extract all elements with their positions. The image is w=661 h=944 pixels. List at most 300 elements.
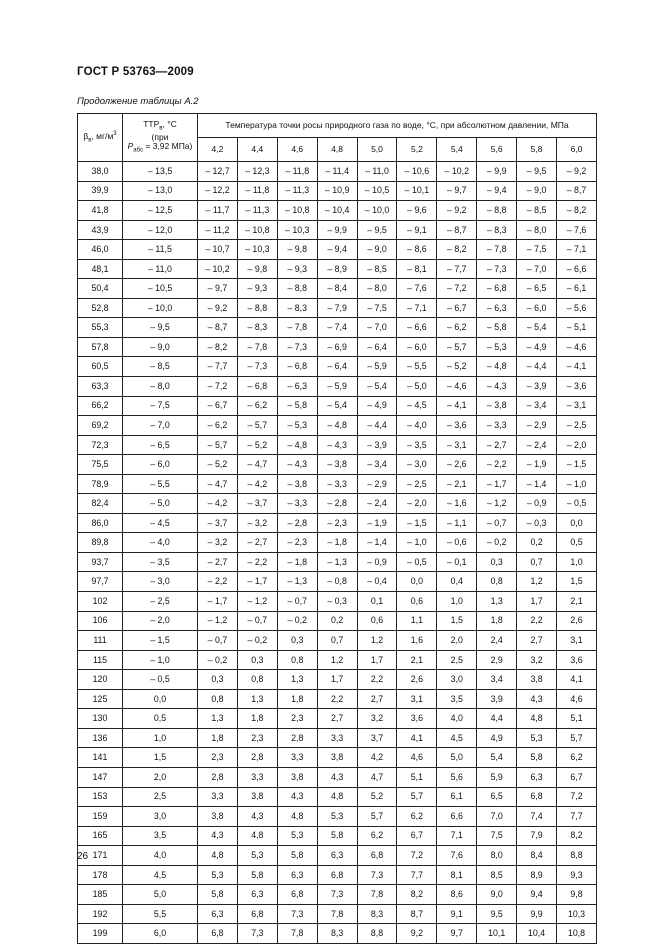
dew-point-cell: – 5,3 (477, 337, 517, 357)
beta-cell: 43,9 (78, 220, 123, 240)
dew-point-cell: 5,8 (277, 846, 317, 866)
dew-point-cell: – 8,4 (317, 279, 357, 299)
dew-point-cell: – 0,9 (517, 494, 557, 514)
ttp-cell: – 7,5 (123, 396, 198, 416)
dew-point-cell: – 0,3 (517, 513, 557, 533)
dew-point-cell: – 9,0 (517, 181, 557, 201)
dew-point-cell: 1,7 (357, 650, 397, 670)
dew-point-cell: 9,9 (517, 904, 557, 924)
ttp-pressure-subscript: абс (133, 148, 144, 155)
dew-point-cell: – 10,9 (317, 181, 357, 201)
table-row (78, 572, 597, 592)
dew-point-cell: 5,3 (198, 865, 238, 885)
dew-point-cell: 3,3 (317, 728, 357, 748)
dew-point-cell: – 5,2 (437, 357, 477, 377)
dew-point-cell: – 3,4 (357, 455, 397, 475)
dew-point-cell: – 4,8 (277, 435, 317, 455)
dew-point-cell: 8,1 (437, 865, 477, 885)
dew-point-cell: – 6,4 (357, 337, 397, 357)
dew-point-cell: – 0,8 (317, 572, 357, 592)
dew-point-cell: 1,2 (517, 572, 557, 592)
table-row (78, 924, 597, 944)
table-row (78, 787, 597, 807)
dew-point-cell: – 11,4 (317, 162, 357, 182)
dew-point-cell: 0,3 (477, 552, 517, 572)
dew-point-cell: 9,7 (437, 924, 477, 944)
dew-point-cell: – 7,2 (437, 279, 477, 299)
table-row (78, 220, 597, 240)
dew-point-cell: – 8,8 (277, 279, 317, 299)
beta-cell: 115 (78, 650, 123, 670)
beta-cell: 136 (78, 728, 123, 748)
dew-point-cell: – 5,4 (517, 318, 557, 338)
dew-point-cell: 1,3 (198, 709, 238, 729)
dew-point-cell: 0,7 (517, 552, 557, 572)
dew-point-cell: 1,8 (237, 709, 277, 729)
dew-point-cell: – 0,4 (357, 572, 397, 592)
dew-point-cell: – 4,7 (237, 455, 277, 475)
dew-point-cell: 2,3 (237, 728, 277, 748)
dew-point-cell: – 4,1 (437, 396, 477, 416)
table-row (78, 846, 597, 866)
dew-point-cell: 0,8 (277, 650, 317, 670)
dew-point-cell: – 7,2 (198, 377, 238, 397)
dew-point-cell: 3,3 (277, 748, 317, 768)
ttp-cell: 0,0 (123, 689, 198, 709)
dew-point-cell: – 1,5 (557, 455, 597, 475)
dew-point-cell: – 1,4 (517, 474, 557, 494)
dew-point-cell: – 9,2 (437, 201, 477, 221)
dew-point-cell: – 0,2 (477, 533, 517, 553)
table-row (78, 162, 597, 182)
dew-point-cell: – 8,0 (517, 220, 557, 240)
header-ttp (123, 114, 198, 162)
dew-point-cell: 10,1 (477, 924, 517, 944)
dew-point-cell: – 11,7 (198, 201, 238, 221)
dew-point-cell: 5,1 (557, 709, 597, 729)
dew-point-cell: 7,7 (557, 807, 597, 827)
dew-point-cell: – 9,0 (357, 240, 397, 260)
dew-point-cell: 4,1 (557, 670, 597, 690)
ttp-cell: 0,5 (123, 709, 198, 729)
dew-point-cell: 10,4 (517, 924, 557, 944)
dew-point-cell: – 7,8 (477, 240, 517, 260)
dew-point-cell: – 6,0 (397, 337, 437, 357)
dew-point-cell: 4,1 (397, 728, 437, 748)
table-row (78, 650, 597, 670)
dew-point-cell: 1,3 (237, 689, 277, 709)
dew-point-cell: 8,2 (397, 885, 437, 905)
dew-point-cell: – 4,8 (477, 357, 517, 377)
beta-cell: 55,3 (78, 318, 123, 338)
dew-point-cell: – 8,5 (357, 259, 397, 279)
dew-point-cell: 4,3 (317, 767, 357, 787)
table-row (78, 201, 597, 221)
ttp-cell: – 7,0 (123, 416, 198, 436)
dew-point-cell: 0,8 (237, 670, 277, 690)
ttp-subscript: в (159, 125, 163, 132)
dew-point-cell: 2,1 (557, 592, 597, 612)
dew-point-cell: 2,3 (277, 709, 317, 729)
dew-point-cell: 4,8 (237, 826, 277, 846)
dew-point-cell: 3,2 (517, 650, 557, 670)
beta-cell: 130 (78, 709, 123, 729)
table-row (78, 689, 597, 709)
ttp-symbol: ТТР (143, 119, 160, 130)
dew-point-cell: – 4,5 (397, 396, 437, 416)
beta-cell: 178 (78, 865, 123, 885)
beta-cell: 69,2 (78, 416, 123, 436)
dew-point-cell: – 7,5 (357, 298, 397, 318)
dew-point-cell: 3,8 (277, 767, 317, 787)
dew-point-cell: – 3,8 (277, 474, 317, 494)
dew-point-cell: 4,4 (477, 709, 517, 729)
table-row (78, 748, 597, 768)
ttp-cell: – 2,5 (123, 592, 198, 612)
dew-point-cell: 0,0 (397, 572, 437, 592)
ttp-cell: – 3,5 (123, 552, 198, 572)
dew-point-cell: – 5,1 (557, 318, 597, 338)
dew-point-cell: – 4,7 (198, 474, 238, 494)
dew-point-cell: 6,8 (237, 904, 277, 924)
dew-point-cell: 3,9 (477, 689, 517, 709)
dew-point-cell: – 0,3 (317, 592, 357, 612)
dew-point-cell: 9,8 (557, 885, 597, 905)
dew-point-cell: – 0,7 (477, 513, 517, 533)
dew-point-cell: 8,7 (397, 904, 437, 924)
table-row (78, 904, 597, 924)
dew-point-cell: – 2,2 (237, 552, 277, 572)
ttp-cell: – 12,0 (123, 220, 198, 240)
dew-point-cell: – 5,5 (397, 357, 437, 377)
dew-point-cell: – 1,3 (277, 572, 317, 592)
ttp-cell: – 6,0 (123, 455, 198, 475)
beta-cell: 141 (78, 748, 123, 768)
dew-point-cell: – 0,5 (557, 494, 597, 514)
dew-point-cell: 4,8 (517, 709, 557, 729)
dew-point-cell: – 2,5 (397, 474, 437, 494)
table-row (78, 670, 597, 690)
dew-point-cell: – 2,3 (277, 533, 317, 553)
beta-cell: 159 (78, 807, 123, 827)
dew-point-cell: – 9,4 (477, 181, 517, 201)
dew-point-cell: 4,3 (198, 826, 238, 846)
dew-point-cell: – 10,5 (357, 181, 397, 201)
dew-point-cell: – 3,9 (357, 435, 397, 455)
dew-point-cell: – 1,9 (517, 455, 557, 475)
beta-cell: 66,2 (78, 396, 123, 416)
dew-point-cell: 6,3 (198, 904, 238, 924)
pressure-header-cell: 4,8 (317, 138, 357, 162)
dew-point-cell: – 0,7 (237, 611, 277, 631)
dew-point-cell: 9,0 (477, 885, 517, 905)
dew-point-cell: 2,2 (357, 670, 397, 690)
dew-point-cell: – 8,3 (477, 220, 517, 240)
dew-point-cell: – 11,3 (277, 181, 317, 201)
dew-point-cell: 5,3 (237, 846, 277, 866)
pressure-header-cell: 4,2 (198, 138, 238, 162)
dew-point-cell: 7,8 (317, 904, 357, 924)
ttp-line2: (при (151, 131, 169, 142)
dew-point-cell: – 3,8 (477, 396, 517, 416)
dew-point-cell: 7,8 (357, 885, 397, 905)
ttp-cell: – 13,5 (123, 162, 198, 182)
dew-point-cell: – 6,6 (397, 318, 437, 338)
dew-point-cell: – 6,7 (198, 396, 238, 416)
dew-point-cell: – 8,2 (198, 337, 238, 357)
table-row (78, 416, 597, 436)
beta-cell: 46,0 (78, 240, 123, 260)
dew-point-cell: – 6,8 (477, 279, 517, 299)
beta-cell: 147 (78, 767, 123, 787)
dew-point-cell: – 7,0 (517, 259, 557, 279)
dew-point-cell: – 10,8 (237, 220, 277, 240)
dew-point-cell: 8,2 (557, 826, 597, 846)
dew-point-cell: 2,1 (397, 650, 437, 670)
dew-point-cell: – 9,7 (198, 279, 238, 299)
dew-point-cell: 0,2 (317, 611, 357, 631)
dew-point-cell: – 3,4 (517, 396, 557, 416)
dew-point-cell: – 9,3 (237, 279, 277, 299)
header-beta (78, 114, 123, 162)
dew-point-cell: – 4,2 (237, 474, 277, 494)
dew-point-cell: – 5,2 (237, 435, 277, 455)
beta-cell: 72,3 (78, 435, 123, 455)
dew-point-cell: – 3,7 (198, 513, 238, 533)
beta-cell: 38,0 (78, 162, 123, 182)
beta-cell: 153 (78, 787, 123, 807)
beta-cell: 102 (78, 592, 123, 612)
dew-point-cell: – 2,5 (557, 416, 597, 436)
dew-point-cell: – 0,6 (437, 533, 477, 553)
dew-point-cell: – 2,8 (317, 494, 357, 514)
beta-cell: 78,9 (78, 474, 123, 494)
dew-point-cell: 6,5 (477, 787, 517, 807)
dew-point-cell: 5,0 (437, 748, 477, 768)
dew-point-cell: – 0,7 (277, 592, 317, 612)
dew-point-cell: – 1,2 (477, 494, 517, 514)
ttp-cell: – 8,0 (123, 377, 198, 397)
ttp-cell: 2,5 (123, 787, 198, 807)
dew-point-cell: 2,8 (277, 728, 317, 748)
dew-point-cell: 7,3 (317, 885, 357, 905)
dew-point-cell: 9,2 (397, 924, 437, 944)
dew-point-cell: – 0,2 (237, 631, 277, 651)
dew-point-cell: 4,7 (357, 767, 397, 787)
dew-point-cell: – 3,1 (437, 435, 477, 455)
dew-point-cell: – 2,3 (317, 513, 357, 533)
dew-point-cell: – 5,7 (437, 337, 477, 357)
table-row (78, 298, 597, 318)
dew-point-cell: 1,1 (397, 611, 437, 631)
dew-point-cell: 7,8 (277, 924, 317, 944)
ttp-cell: – 10,5 (123, 279, 198, 299)
dew-point-cell: – 9,7 (437, 181, 477, 201)
ttp-cell: – 2,0 (123, 611, 198, 631)
dew-point-cell: 6,8 (198, 924, 238, 944)
dew-point-cell: 2,2 (517, 611, 557, 631)
dew-point-cell: 1,8 (477, 611, 517, 631)
dew-point-cell: 9,1 (437, 904, 477, 924)
dew-point-cell: – 11,0 (357, 162, 397, 182)
table-row (78, 709, 597, 729)
dew-point-cell: 7,1 (437, 826, 477, 846)
dew-point-cell: 2,0 (437, 631, 477, 651)
dew-point-cell: – 4,1 (557, 357, 597, 377)
dew-point-cell: – 5,4 (317, 396, 357, 416)
dew-point-cell: 8,3 (357, 904, 397, 924)
dew-point-cell: 9,5 (477, 904, 517, 924)
dew-point-cell: 6,3 (277, 865, 317, 885)
dew-point-cell: – 1,8 (317, 533, 357, 553)
dew-point-cell: 0,3 (198, 670, 238, 690)
table-row (78, 631, 597, 651)
dew-point-cell: 2,4 (477, 631, 517, 651)
ttp-cell: – 8,5 (123, 357, 198, 377)
table-row (78, 728, 597, 748)
dew-point-cell: 0,2 (517, 533, 557, 553)
dew-point-cell: – 8,9 (317, 259, 357, 279)
dew-point-cell: 6,3 (317, 846, 357, 866)
beta-cell: 192 (78, 904, 123, 924)
dew-point-cell: – 3,2 (198, 533, 238, 553)
dew-point-cell: – 1,7 (237, 572, 277, 592)
dew-point-cell: – 2,4 (357, 494, 397, 514)
dew-point-cell: – 2,4 (517, 435, 557, 455)
dew-point-cell: – 1,9 (357, 513, 397, 533)
dew-point-cell: – 7,7 (437, 259, 477, 279)
pressure-header-cell: 5,2 (397, 138, 437, 162)
dew-point-cell: – 9,5 (357, 220, 397, 240)
dew-point-cell: – 6,4 (317, 357, 357, 377)
dew-point-cell: – 11,3 (237, 201, 277, 221)
dew-point-cell: – 9,1 (397, 220, 437, 240)
dew-point-cell: – 4,4 (517, 357, 557, 377)
pressure-header-cell: 5,6 (477, 138, 517, 162)
dew-point-cell: 2,5 (437, 650, 477, 670)
dew-point-cell: 1,7 (517, 592, 557, 612)
dew-point-cell: 6,3 (237, 885, 277, 905)
dew-point-cell: 7,3 (277, 904, 317, 924)
dew-point-cell: – 2,7 (477, 435, 517, 455)
ttp-cell: – 9,0 (123, 337, 198, 357)
dew-point-cell: 0,6 (357, 611, 397, 631)
table-row (78, 807, 597, 827)
dew-point-cell: – 1,7 (198, 592, 238, 612)
dew-point-cell: 8,3 (317, 924, 357, 944)
dew-point-cell: 0,8 (477, 572, 517, 592)
dew-point-cell: 8,4 (517, 846, 557, 866)
dew-point-cell: 7,7 (397, 865, 437, 885)
dew-point-cell: 5,6 (437, 767, 477, 787)
dew-point-cell: – 6,2 (198, 416, 238, 436)
dew-point-cell: – 5,4 (357, 377, 397, 397)
dew-point-cell: – 11,2 (198, 220, 238, 240)
dew-point-cell: 6,2 (357, 826, 397, 846)
ttp-cell: – 9,5 (123, 318, 198, 338)
ttp-cell: 4,5 (123, 865, 198, 885)
dew-point-cell: 1,0 (557, 552, 597, 572)
dew-point-cell: 4,8 (317, 787, 357, 807)
dew-point-cell: – 0,2 (198, 650, 238, 670)
dew-point-cell: 5,3 (317, 807, 357, 827)
dew-point-cell: 5,4 (477, 748, 517, 768)
dew-point-cell: – 10,2 (437, 162, 477, 182)
dew-point-cell: 1,0 (437, 592, 477, 612)
dew-point-cell: – 1,5 (397, 513, 437, 533)
beta-cell: 106 (78, 611, 123, 631)
dew-point-cell: – 7,5 (517, 240, 557, 260)
dew-point-cell: – 10,1 (397, 181, 437, 201)
dew-point-cell: – 7,3 (277, 337, 317, 357)
dew-point-cell: 8,5 (477, 865, 517, 885)
ttp-cell: 6,0 (123, 924, 198, 944)
beta-cell: 171 (78, 846, 123, 866)
dew-point-cell: 0,4 (437, 572, 477, 592)
dew-point-cell: – 5,8 (477, 318, 517, 338)
ttp-cell: – 3,0 (123, 572, 198, 592)
dew-point-cell: 4,8 (198, 846, 238, 866)
table-row (78, 611, 597, 631)
ttp-cell: 5,0 (123, 885, 198, 905)
dew-point-cell: 6,6 (437, 807, 477, 827)
dew-point-cell: 10,3 (557, 904, 597, 924)
table-row (78, 181, 597, 201)
dew-point-cell: 2,7 (317, 709, 357, 729)
dew-point-cell: 0,1 (357, 592, 397, 612)
dew-point-cell: – 2,1 (437, 474, 477, 494)
dew-point-cell: 2,3 (198, 748, 238, 768)
dew-point-cell: 9,3 (557, 865, 597, 885)
ttp-cell: 2,0 (123, 767, 198, 787)
dew-point-cell: 3,6 (557, 650, 597, 670)
dew-point-cell: – 4,9 (517, 337, 557, 357)
dew-point-cell: – 9,2 (557, 162, 597, 182)
dew-point-cell: – 9,5 (517, 162, 557, 182)
dew-point-cell: – 9,2 (198, 298, 238, 318)
dew-point-cell: – 6,6 (557, 259, 597, 279)
dew-point-cell: 6,2 (557, 748, 597, 768)
ttp-cell: – 6,5 (123, 435, 198, 455)
dew-point-cell: – 4,6 (437, 377, 477, 397)
pressure-header-cell: 5,4 (437, 138, 477, 162)
ttp-cell: – 5,0 (123, 494, 198, 514)
dew-point-cell: – 7,8 (237, 337, 277, 357)
dew-point-cell: 5,3 (277, 826, 317, 846)
dew-point-cell: – 10,0 (357, 201, 397, 221)
dew-point-cell: 6,8 (277, 885, 317, 905)
dew-point-cell: 7,5 (477, 826, 517, 846)
dew-point-cell: – 9,3 (277, 259, 317, 279)
table-row (78, 494, 597, 514)
dew-point-cell: – 1,3 (317, 552, 357, 572)
table-row (78, 259, 597, 279)
dew-point-cell: – 1,0 (397, 533, 437, 553)
dew-point-cell: – 7,7 (198, 357, 238, 377)
ttp-cell: – 10,0 (123, 298, 198, 318)
dew-point-cell: 5,8 (198, 885, 238, 905)
dew-point-cell: – 9,4 (317, 240, 357, 260)
dew-point-cell: – 9,8 (237, 259, 277, 279)
dew-point-cell: – 6,0 (517, 298, 557, 318)
table-row (78, 377, 597, 397)
dew-point-cell: 0,5 (557, 533, 597, 553)
dew-point-cell: – 7,3 (477, 259, 517, 279)
ttp-cell: – 1,0 (123, 650, 198, 670)
beta-cell: 93,7 (78, 552, 123, 572)
beta-cell: 50,4 (78, 279, 123, 299)
beta-symbol: β (83, 131, 89, 142)
